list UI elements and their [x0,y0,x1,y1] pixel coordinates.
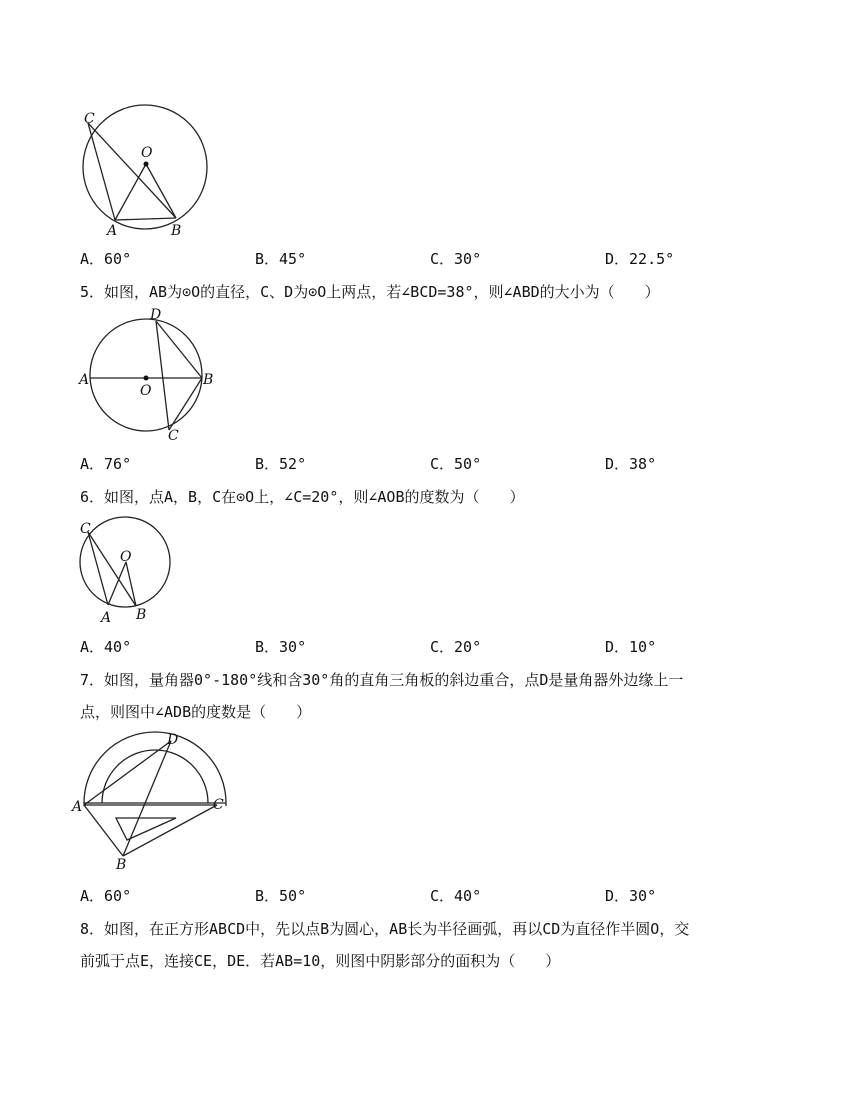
q4-segment-oa [115,164,146,220]
q7-triangle-cutout [116,818,176,840]
q5-option-b: B．52° [255,455,307,473]
q8-stem-line1: 8．如图，在正方形ABCD中，先以点B为圆心，AB长为半径画弧，再以CD为直径作半圆O，交 [80,920,690,938]
q7-stem-line2: 点，则图中∠ADB的度数是（ ） [80,703,312,721]
q7-figure [70,728,240,873]
q8-stem-line2: 前弧于点E，连接CE，DE．若AB=10，则图中阴影部分的面积为（ ） [80,952,561,970]
q4-option-d: D．22.5° [605,250,675,268]
q7-triangle-bc [123,805,217,856]
q6-label-a: A [101,610,112,626]
q5-circle [90,319,202,431]
q5-option-c: C．50° [430,455,482,473]
q5-label-b: B [203,372,214,388]
q4-label-a: A [107,223,118,239]
q4-label-c: C [84,111,95,127]
q6-label-o: O [120,549,132,565]
q5-segment-cb [169,378,202,430]
q7-option-c: C．40° [430,887,482,905]
q7-option-d: D．30° [605,887,657,905]
q5-segment-dc [156,321,169,430]
q6-stem: 6．如图，点A，B，C在⊙O上，∠C=20°，则∠AOB的度数为（ ） [80,488,525,506]
q5-label-d: D [150,307,162,323]
q4-segment-ab [115,218,176,220]
q6-figure [70,515,190,630]
q6-label-c: C [80,521,91,537]
q6-option-a: A．40° [80,638,132,656]
q5-label-o: O [140,383,152,399]
q7-protractor-outer-arc [84,732,226,803]
q7-option-b: B．50° [255,887,307,905]
q5-label-c: C [168,428,179,444]
q6-option-d: D．10° [605,638,657,656]
q5-stem: 5．如图，AB为⊙O的直径，C、D为⊙O上两点，若∠BCD=38°，则∠ABD的大小为（ ） [80,283,660,301]
q4-option-c: C．30° [430,250,482,268]
q7-protractor-inner-arc [102,750,208,803]
q6-segment-oa [108,562,126,605]
q7-label-a: A [72,799,83,815]
q7-label-b: B [116,857,127,873]
q7-label-d: D [167,732,179,748]
q7-option-a: A．60° [80,887,132,905]
q4-label-b: B [171,223,182,239]
q7-label-c: C [213,797,224,813]
q5-label-a: A [79,372,90,388]
q5-figure [70,305,230,445]
q4-option-b: B．45° [255,250,307,268]
q6-segment-ca [88,532,108,605]
q6-label-b: B [136,607,147,623]
q7-triangle-ab [84,805,123,856]
q6-option-c: C．20° [430,638,482,656]
q4-figure [70,105,220,240]
q4-label-o: O [141,145,153,161]
q4-option-a: A．60° [80,250,132,268]
q5-center-dot [144,376,149,381]
q5-option-a: A．76° [80,455,132,473]
q7-stem-line1: 7．如图，量角器0°-180°线和含30°角的直角三角板的斜边重合，点D是量角器外边缘上一 [80,671,684,689]
q6-option-b: B．30° [255,638,307,656]
q4-center-dot [144,162,149,167]
q5-option-d: D．38° [605,455,657,473]
